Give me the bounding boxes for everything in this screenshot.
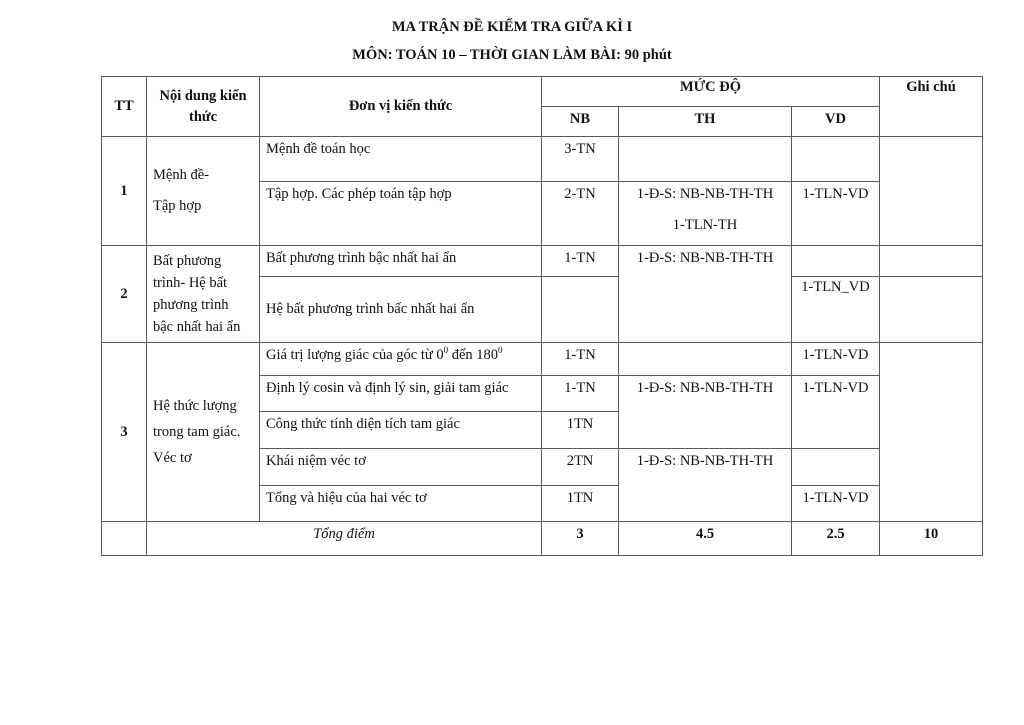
page-subtitle: MÔN: TOÁN 10 – THỜI GIAN LÀM BÀI: 90 phút — [352, 47, 672, 63]
vd-cell: 1-TLN-VD — [792, 182, 880, 246]
total-nb: 3 — [542, 522, 619, 556]
note-cell — [880, 343, 983, 522]
note-cell — [880, 246, 983, 277]
vd-cell — [792, 137, 880, 182]
unit-cell — [260, 343, 542, 376]
note-cell — [880, 137, 983, 246]
nb-cell: 2TN — [542, 449, 619, 486]
header-tt: TT — [102, 77, 147, 137]
nb-cell: 2-TN — [542, 182, 619, 246]
unit-cell: Tổng và hiệu của hai véc tơ — [260, 486, 542, 522]
vd-cell: 1-TLN_VD — [792, 277, 880, 343]
unit-cell: Mệnh đề toán học — [260, 137, 542, 182]
matrix-table — [101, 76, 983, 556]
total-empty-cell — [102, 522, 147, 556]
th-line: 1-Đ-S: NB-NB-TH-TH — [636, 186, 774, 202]
nb-cell: 1-TN — [542, 343, 619, 376]
unit-text: đến 180 — [448, 347, 499, 363]
th-cell: 1-Đ-S: NB-NB-TH-TH — [619, 449, 792, 522]
unit-cell: Định lý cosin và định lý sin, giải tam giác — [260, 376, 542, 412]
group-topic — [147, 246, 260, 343]
vd-cell: 1-TLN-VD — [792, 486, 880, 522]
vd-cell: 1-TLN-VD — [792, 376, 880, 449]
unit-cell: Tập hợp. Các phép toán tập hợp — [260, 182, 542, 246]
th-cell — [619, 137, 792, 182]
th-cell — [619, 182, 792, 246]
group-topic — [147, 343, 260, 522]
unit-cell: Hệ bất phương trình bấc nhất hai ẩn — [260, 277, 542, 343]
header-ghi-chu: Ghi chú — [880, 77, 983, 137]
topic-line: Tập hợp — [153, 198, 202, 214]
header-th: TH — [619, 107, 792, 137]
topic-line: Mệnh đề- — [153, 167, 209, 183]
group-number: 1 — [102, 137, 147, 246]
table-row — [102, 246, 983, 277]
total-label: Tổng điểm — [147, 522, 542, 556]
topic-line: trình- Hệ bất — [153, 275, 228, 291]
degree-sup: 0 — [498, 345, 503, 356]
th-cell: 1-Đ-S: NB-NB-TH-TH — [619, 376, 792, 449]
unit-cell: Bất phương trình bậc nhất hai ẩn — [260, 246, 542, 277]
page-title: MA TRẬN ĐỀ KIỂM TRA GIỮA KÌ I — [391, 19, 633, 35]
unit-cell: Công thức tính diện tích tam giác — [260, 412, 542, 449]
vd-cell — [792, 246, 880, 277]
nb-cell: 3-TN — [542, 137, 619, 182]
degree-sup: 0 — [443, 345, 449, 356]
header-vd: VD — [792, 107, 880, 137]
table-row — [102, 343, 983, 376]
total-vd: 2.5 — [792, 522, 880, 556]
topic-line: Bất phương — [153, 253, 222, 269]
topic-line: trong tam giác. — [153, 424, 241, 440]
table-row — [102, 137, 983, 182]
header-don-vi: Đơn vị kiến thức — [260, 77, 542, 137]
total-row — [102, 522, 983, 556]
total-th: 4.5 — [619, 522, 792, 556]
unit-text: Giá trị lượng giác của góc từ 0 — [266, 347, 444, 363]
group-topic — [147, 137, 260, 246]
group-number: 2 — [102, 246, 147, 343]
nb-cell: 1TN — [542, 486, 619, 522]
total-ghi-chu: 10 — [880, 522, 983, 556]
unit-cell: Khái niệm véc tơ — [260, 449, 542, 486]
th-cell: 1-Đ-S: NB-NB-TH-TH — [619, 246, 792, 343]
th-line: 1-TLN-TH — [672, 217, 738, 233]
topic-line: bậc nhất hai ẩn — [153, 319, 241, 335]
th-cell — [619, 343, 792, 376]
nb-cell: 1-TN — [542, 376, 619, 412]
vd-cell: 1-TLN-VD — [792, 343, 880, 376]
topic-line: Hệ thức lượng — [153, 398, 237, 414]
topic-line: phương trình — [153, 297, 229, 313]
header-muc-do: MỨC ĐỘ — [542, 77, 880, 107]
nb-cell: 1TN — [542, 412, 619, 449]
group-number: 3 — [102, 343, 147, 522]
nb-cell: 1-TN — [542, 246, 619, 277]
vd-cell — [792, 449, 880, 486]
nb-cell — [542, 277, 619, 343]
note-cell — [880, 277, 983, 343]
topic-line: Véc tơ — [153, 450, 192, 466]
header-noi-dung: Nội dung kiến thức — [147, 77, 260, 137]
header-nb: NB — [542, 107, 619, 137]
